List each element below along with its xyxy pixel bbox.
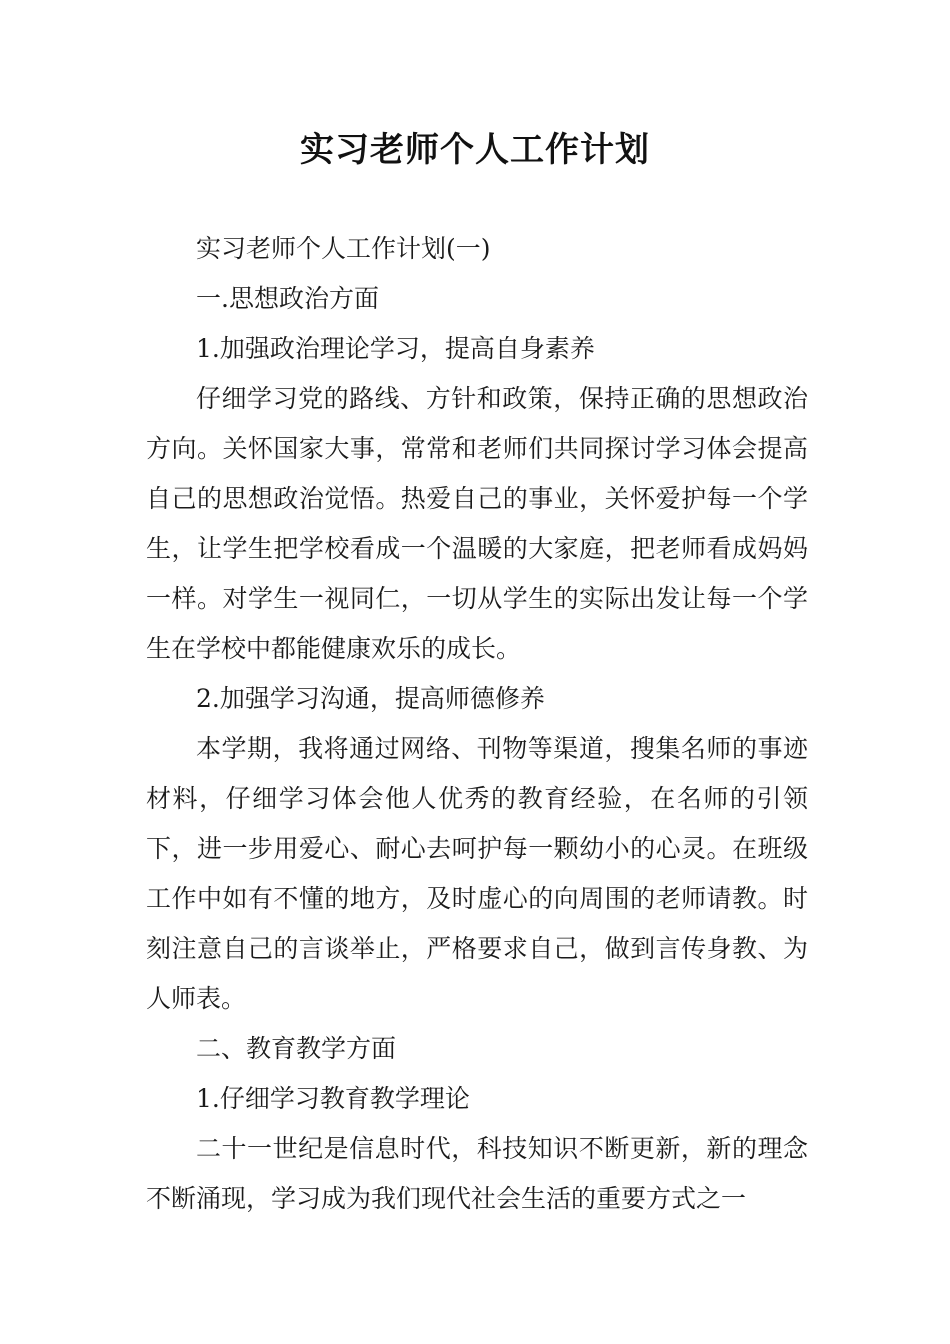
subheading-theory-study: 1.加强政治理论学习，提高自身素养 xyxy=(196,334,595,363)
paragraph-ethics: 本学期，我将通过网络、刊物等渠道，搜集名师的事迹材料，仔细学习体会他人优秀的教育经验，在名师的引领下，进一步用爱心、耐心去呵护每一颗幼小的心灵。在班级工作中如有不懂的地方，及时虚心的向周围的老师请教。时刻注意自己的言谈举止，严格要求自己，做到言传身教、为人师表。 xyxy=(146,734,808,1013)
paragraph-teaching-theory: 二十一世纪是信息时代，科技知识不断更新，新的理念不断涌现，学习成为我们现代社会生活的重要方式之一 xyxy=(146,1134,808,1213)
paragraph-theory-study: 仔细学习党的路线、方针和政策，保持正确的思想政治方向。关怀国家大事，常常和老师们共同探讨学习体会提高自己的思想政治觉悟。热爱自己的事业，关怀爱护每一个学生，让学生把学校看成一个温暖的大家庭，把老师看成妈妈一样。对学生一视同仁，一切从学生的实际出发让每一个学生在学校中都能健康欢乐的成长。 xyxy=(146,384,808,663)
section-heading-political: 一.思想政治方面 xyxy=(196,284,379,313)
subheading-ethics: 2.加强学习沟通，提高师德修养 xyxy=(196,684,545,713)
section-heading-teaching: 二、教育教学方面 xyxy=(196,1034,397,1063)
plan-subtitle: 实习老师个人工作计划(一) xyxy=(196,234,491,263)
document-body xyxy=(146,224,808,1224)
document-title: 实习老师个人工作计划 xyxy=(300,130,650,170)
subheading-teaching-theory: 1.仔细学习教育教学理论 xyxy=(196,1084,470,1113)
